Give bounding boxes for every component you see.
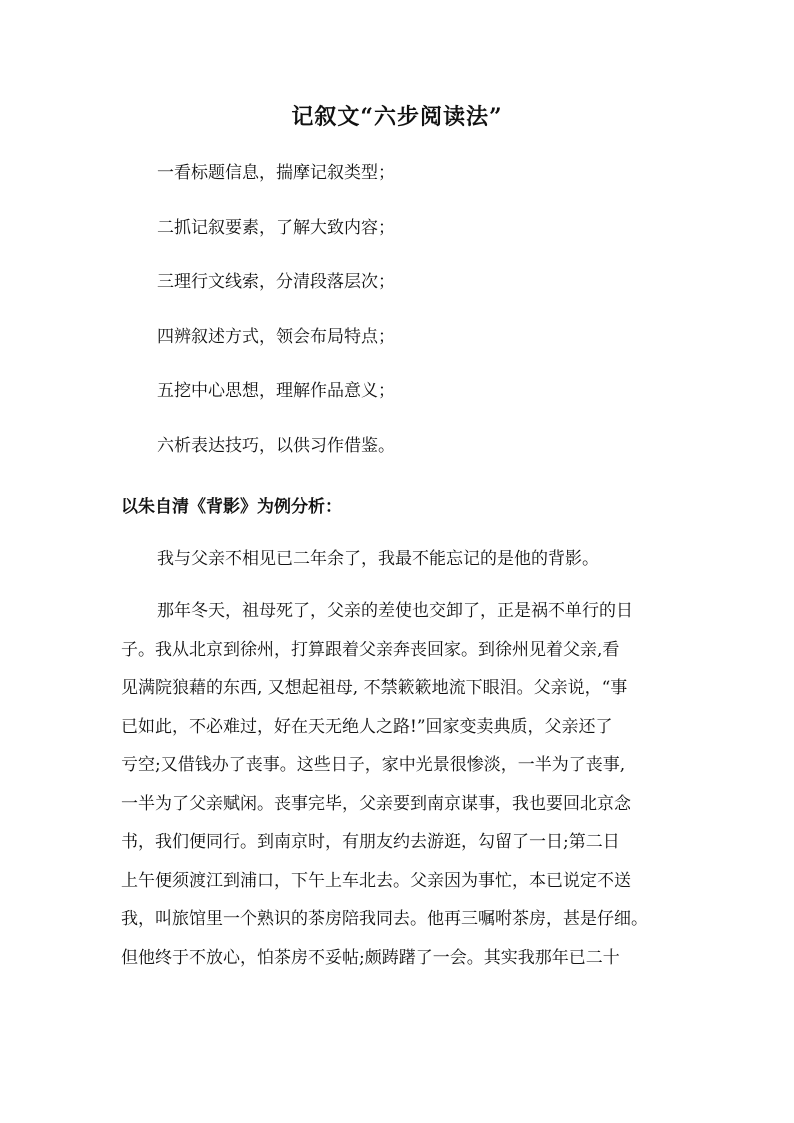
reading-steps-list xyxy=(157,160,395,487)
paragraph-line: 亏空;又借钱办了丧事。这些日子，家中光景很惨淡，一半为了丧事, xyxy=(121,755,626,775)
step-item: 四辨叙述方式，领会布局特点； xyxy=(157,326,395,347)
paragraph-line: 我，叫旅馆里一个熟识的茶房陪我同去。他再三嘱咐茶房，甚是仔细。 xyxy=(121,909,648,929)
paragraph-line: 书，我们便同行。到南京时，有朋友约去游逛，勾留了一日;第二日 xyxy=(121,832,620,852)
paragraph-line: 上午便须渡江到浦口，下午上车北去。父亲因为事忙，本已说定不送 xyxy=(121,870,631,891)
step-item: 三理行文线索，分清段落层次； xyxy=(157,272,395,292)
step-item: 五挖中心思想，理解作品意义； xyxy=(157,381,395,401)
paragraph-line: 见满院狼藉的东西, 又想起祖母, 不禁簌簌地流下眼泪。父亲说，“事 xyxy=(121,678,628,698)
paragraph-1: 我与父亲不相见已二年余了，我最不能忘记的是他的背影。 xyxy=(157,549,599,569)
paragraph-line: 子。我从北京到徐州，打算跟着父亲奔丧回家。到徐州见着父亲,看 xyxy=(121,639,620,660)
paragraph-line: 那年冬天，祖母死了，父亲的差使也交卸了，正是祸不单行的日 xyxy=(157,601,633,621)
paragraph-line: 一半为了父亲赋闲。丧事完毕，父亲要到南京谋事，我也要回北京念 xyxy=(121,793,631,814)
paragraph-line: 已如此，不必难过，好在天无绝人之路!”回家变卖典质，父亲还了 xyxy=(121,716,613,737)
document-title: 记叙文“六步阅读法” xyxy=(291,104,503,130)
paragraph-2 xyxy=(121,598,681,983)
paragraph-line: 但他终于不放心，怕茶房不妥帖;颇踌躇了一会。其实我那年已二十 xyxy=(121,947,620,968)
step-item: 六析表达技巧，以供习作借鉴。 xyxy=(157,435,395,456)
step-item: 一看标题信息，揣摩记叙类型； xyxy=(157,163,395,183)
step-item: 二抓记叙要素，了解大致内容； xyxy=(157,217,395,238)
section-heading: 以朱自清《背影》为例分析： xyxy=(121,497,342,517)
